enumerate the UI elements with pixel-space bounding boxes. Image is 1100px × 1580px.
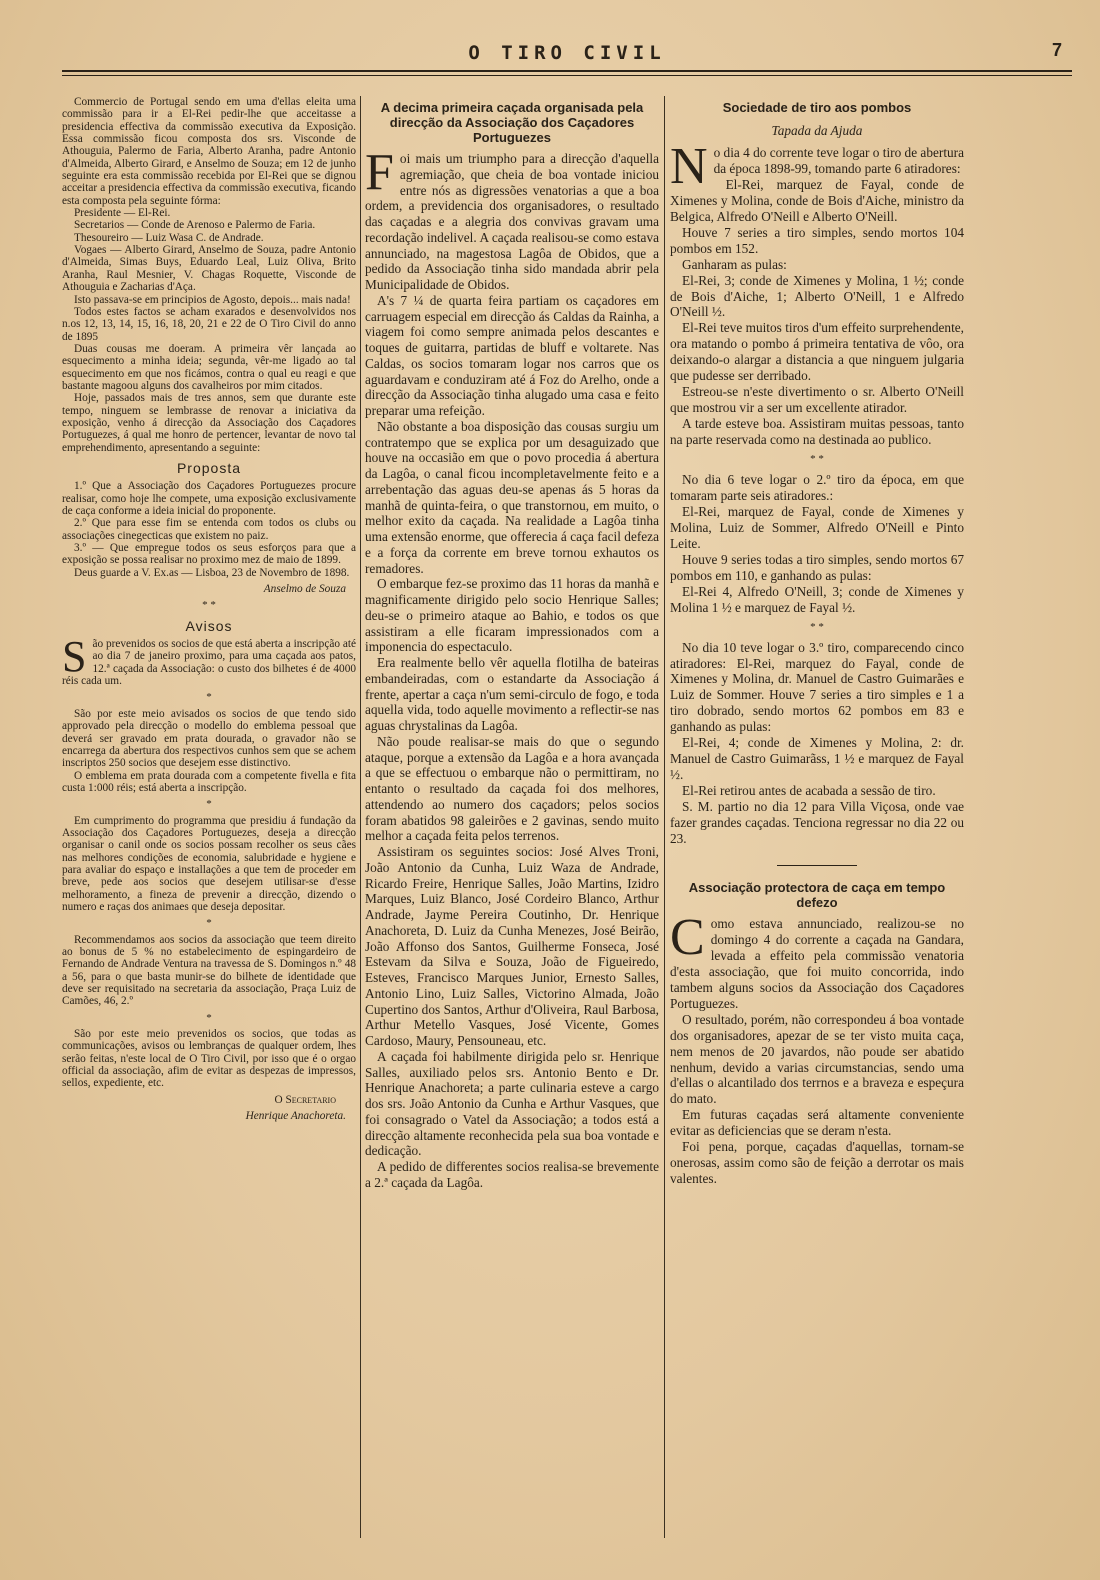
paragraph: São prevenidos os socios de que está aberta a inscripção até ao dia 7 de janeiro proximo, para uma caçada aos patos, 12.ª caçada da Associação: o custo dos bilhetes é de 4000 réis cada um. bbox=[62, 632, 356, 688]
paragraph: Duas cousas me doeram. A primeira vêr lançada ao esquecimento a minha ideia; segunda, vêr-me ligado ao tal esquecimento em que nos ficámos, contra o qual eu reagi e que bastante magoou alguns dos cavalheiros por mim citados. bbox=[62, 342, 356, 392]
paragraph: El-Rei retirou antes de acabada a sessão de tiro. bbox=[682, 783, 936, 799]
paragraph: Estreou-se n'este divertimento o sr. Alberto O'Neill que mostrou vir a ser um excellente atirador. bbox=[670, 384, 964, 416]
article-subtitle: Tapada da Ajuda bbox=[771, 123, 863, 138]
column-right bbox=[670, 96, 964, 1538]
paragraph: O resultado, porém, não correspondeu á boa vontade dos organisadores, apezar de se ter visto muita caça, nem menos de 20 javardos, não poude ser abatido nenhum, devido a varias circumstancias, sendo uma d'ellas o alcantilado dos terrnos e a braveza e espeçura do mato. bbox=[670, 1011, 964, 1107]
paragraph: No dia 6 teve logar o 2.º tiro da época, em que tomaram parte seis atiradores.: bbox=[670, 472, 964, 503]
paragraph: Foi mais um triumpho para a direcção d'aquella agremiação, que cheia de boa vontade iniciou entre nós as digressões venatorias a que a boa ordem, a previdencia dos organisadores, o resultado das caçadas e a alegria dos convivas gravam uma recordação indelivel. A caçada realisou-se como estava annunciado, na magestosa Lagôa de Obidos, que a pedido da Associação tinha sido mandada abrir pela Municipalidade de Obidos. bbox=[365, 144, 659, 292]
article-headline: Associação protectora de caça em tempo defezo bbox=[688, 879, 946, 910]
paragraph: El-Rei, 3; conde de Ximenes y Molina, 1 ½; conde de Bois d'Aiche, 1; Alberto O'Neill, 1 e Alfredo O'Neill ½. bbox=[670, 272, 964, 320]
paragraph: O embarque fez-se proximo das 11 horas da manhã e magnificamente dirigido pelo socio Henrique Salles; deu-se o primeiro ataque ao Bahio, e todos os que assistiram a elle ficaram impressionados com a imponencia do espectaculo. bbox=[365, 576, 659, 655]
page-header bbox=[62, 40, 1072, 82]
signature-title: O Secretario bbox=[274, 1093, 336, 1106]
paragraph: Todos estes factos se acham exarados e desenvolvidos nos n.os 12, 13, 14, 15, 16, 18, 20, 21 e 22 de O Tiro Civil do anno de 1895 bbox=[62, 305, 356, 343]
signature: Anselmo de Souza bbox=[263, 583, 346, 596]
paragraph: Isto passava-se em principios de Agosto, depois... mais nada! bbox=[74, 293, 351, 306]
header-rule-thin bbox=[62, 75, 1072, 76]
drop-cap: F bbox=[365, 144, 394, 201]
paragraph: El-Rei, 4; conde de Ximenes y Molina, 2: dr. Manuel de Castro Guimarãss, 1 ½ e marquez de Fayal ½. bbox=[670, 735, 964, 783]
section-heading-avisos: Avisos bbox=[185, 617, 233, 634]
ornament-stars: * * bbox=[810, 620, 824, 633]
paragraph: Em cumprimento do programma que presidiu á fundação da Associação dos Caçadores Portuguezes, deseja a direcção organisar o canil onde os socios possam recolher os seus cães nas melhores condições de economia, salubridade e hygiene e para avaliar do espaço e installações a que tem de proceder em breve, pede aos socios que desejem utilisar-se d'esse melhoramento, a fineza de prevenir a direcção, dizendo o numero e raças dos animaes que deseja depositar. bbox=[62, 814, 356, 913]
drop-cap: C bbox=[670, 908, 705, 966]
paragraph: São por este meio avisados os socios de que tendo sido approvado pela direcção o modello do emblema pessoal que deverá ser gravado em prata dourada, o gravador não se encarrega da abertura dos respectivos cunhos sem que se achem inscriptos 250 socios que desejem esse distinctivo. bbox=[62, 707, 356, 770]
paragraph: No dia 4 do corrente teve logar o tiro de abertura da época 1898-99, tomando parte 6 atiradores: bbox=[670, 137, 964, 195]
ornament-star: * bbox=[206, 798, 212, 811]
paragraph: Presidente — El-Rei. bbox=[74, 207, 171, 220]
paragraph: Como estava annunciado, realizou-se no domingo 4 do corrente a caçada na Gandara, levada a effeito pela commissão venatoria d'esta associação, que foi muito concorrida, indo tambem alguns socios da Associação dos Caçadores Portuguezes. bbox=[670, 908, 964, 1011]
paragraph: Houve 7 series a tiro simples, sendo mortos 104 pombos em 152. bbox=[670, 224, 964, 256]
paragraph: No dia 10 teve logar o 3.º tiro, comparecendo cinco atiradores: El-Rei, marquez do Fayal, conde de Ximenes y Molina, dr. Manuel de Castro Guimarães e Luiz de Sommer. Houve 7 series a tiro simples e 1 a tiro dobrado, sendo mortos 62 pombos em 83 e ganhando as pulas: bbox=[670, 639, 964, 735]
paragraph: El-Rei teve muitos tiros d'um effeito surprehendente, ora matando o pombo á primeira tentativa de vôo, ora deixando-o alargar a distancia a que ninguem julgaria que pudesse ser derribado. bbox=[670, 320, 964, 384]
paragraph: Houve 9 series todas a tiro simples, sendo mortos 67 pombos em 110, e ganhando as pulas: bbox=[670, 551, 964, 583]
page-number: 7 bbox=[1051, 40, 1062, 60]
drop-cap: N bbox=[670, 137, 708, 195]
paragraph: Commercio de Portugal sendo em uma d'ellas eleita uma commissão para ir a El-Rei pedir-lhe que acceitasse a presidencia effectiva da commissão executiva da Exposição. Essa commissão ficou composta dos srs. Visconde de Athouguia, Palermo de Faria, Alberto Aranha, padre Antonio d'Almeida, Alberto Girard, e Anselmo de Souza; em 12 de junho seguinte era esta commissão recebida por El-Rei que se dignou acceitar a presidencia effectiva da commissão executiva, ficando esta composta pela seguinte fórma: bbox=[62, 96, 356, 207]
paragraph: Secretarios — Conde de Arenoso e Palermo de Faria. bbox=[74, 219, 316, 232]
paragraph: Assistiram os seguintes socios: José Alves Troni, João Antonio da Cunha, Luiz Waza de Andrade, Ricardo Freire, Henrique Salles, João Martins, Izidro Marques, Luiz Blanco, José Cordeiro Blanco, Arthur Andrade, Jayme Pereira Coutinho, Dr. Henrique Anachoreta, D. Luiz da Cunha Menezes, José Beirão, João Affonso dos Santos, Guilherme Fonseca, José Estevam da Silva e Souza, João de Figueiredo, Esteves, Francisco Marques Junior, Ernesto Salles, Antonio Lino, Luiz Salles, Victorino Almada, João Cupertino dos Santos, Arthur d'Oliveira, Raul Barbosa, Arthur Metello Vasques, José Vicente, Gomes Cardoso, Maury, Pensouneau, etc. bbox=[365, 844, 659, 1048]
paragraph: Não obstante a boa disposição das cousas surgiu um contratempo que se explica por um desaguizado que houve na occasião em que o povo procedia á abertura da Lagôa, o canal ficou incompletavelmente feito e a arrebentação das aguas deu-se apenas ás 5 horas da manhã de quinta-feira, o que transtornou, em muito, o melhor exito da caçada. Na realidade a Lagôa tinha uma extensão enorme, que offerecia á caça facil defeza e a força da corrente em breve tornou exhautos os remadores. bbox=[365, 418, 659, 576]
paragraph: O emblema em prata dourada com a competente fivella e fita custa 1:000 réis; está aberta a inscripção. bbox=[62, 769, 356, 794]
signature: Henrique Anachoreta. bbox=[245, 1110, 346, 1123]
paragraph: El-Rei 4, Alfredo O'Neill, 3; conde de Ximenes y Molina 1 ½ e marquez de Fayal ½. bbox=[670, 583, 964, 615]
paragraph: Ganharam as pulas: bbox=[682, 256, 787, 272]
column-left bbox=[62, 96, 356, 1538]
column-divider-1 bbox=[360, 96, 361, 1538]
paragraph: El-Rei, marquez de Fayal, conde de Ximenes y Molina, conde de Bois d'Aiche, ministro da Belgica, Alfredo O'Neill e Alberto O'Neill. bbox=[670, 176, 964, 224]
paragraph: S. M. partio no dia 12 para Villa Viçosa, onde vae fazer grandes caçadas. Tenciona regressar no dia 22 ou 23. bbox=[670, 799, 964, 846]
paragraph: Recommendamos aos socios da associação que teem direito ao bonus de 5 % no estabelecimento de espingardeiro de Fernando de Andrade Ventura na travessa de S. Domingos n.º 48 a 56, para o que basta munir-se do bilhete de identidade que deve ser requisitado na secretaria da associação, Praça Luiz de Camões, 46, 2.º bbox=[62, 933, 356, 1008]
paragraph: A caçada foi habilmente dirigida pelo sr. Henrique Salles, auxiliado pelos srs. Antonio Bento e Dr. Henrique Anachoreta; a parte culinaria esteve a cargo dos srs. João Antonio da Cunha e Arthur Vasques, que foi consagrado o Vatel da Associação; a todos está a direcção altamente reconhecida pela sua boa vontade e dedicação. bbox=[365, 1048, 659, 1159]
paragraph: 2.º Que para esse fim se entenda com todos os clubs ou associações cinegecticas que existem no paiz. bbox=[62, 517, 356, 542]
paragraph: São por este meio prevenidos os socios, que todas as communicações, avisos ou lembranças de qualquer ordem, lhes serão feitas, n'este local de O Tiro Civil, por isso que é o orgao official da associação, afim de evitar as despezas de impressos, sellos, expediente, etc. bbox=[62, 1028, 356, 1090]
ornament-star: * bbox=[206, 1011, 212, 1024]
ornament-star: * bbox=[206, 917, 212, 930]
paragraph: Deus guarde a V. Ex.as — Lisboa, 23 de Novembro de 1898. bbox=[74, 566, 350, 579]
ornament-stars: * * bbox=[810, 453, 824, 466]
drop-cap: S bbox=[62, 632, 87, 682]
paragraph: A tarde esteve boa. Assistiram muitas pessoas, tanto na parte reservada como na destinada ao publico. bbox=[670, 416, 964, 448]
paragraph: Em futuras caçadas será altamente conveniente evitar as deficiencias que se deram n'esta. bbox=[670, 1107, 964, 1139]
section-heading-proposta: Proposta bbox=[176, 459, 242, 476]
article-headline: Sociedade de tiro aos pombos bbox=[722, 100, 912, 115]
paragraph: A pedido de differentes socios realisa-se brevemente a 2.ª caçada da Lagôa. bbox=[365, 1159, 659, 1190]
paragraph: El-Rei, marquez de Fayal, conde de Ximenes y Molina, Luiz de Sommer, Alfredo O'Neill e Pinto Leite. bbox=[670, 503, 964, 551]
paragraph: Hoje, passados mais de tres annos, sem que durante este tempo, ninguem se lembrasse de renovar a iniciativa da exposição, venho á direcção da Associação dos Caçadores Portuguezes, á qual me honro de pertencer, levantar de novo tal emprehendimento, apresentando a seguinte: bbox=[62, 392, 356, 454]
paragraph: Foi pena, porque, caçadas d'aquellas, tornam-se onerosas, assim como são de feição a derrotar os mais valentes. bbox=[670, 1139, 964, 1187]
paragraph: Vogaes — Alberto Girard, Anselmo de Souza, padre Antonio d'Almeida, Simas Buys, Eduardo Leal, Luiz Oliva, Brito Aranha, Raul Mesnier, V. Chagas Roquette, Visconde de Athouguia e Zacharias d'Aça. bbox=[62, 244, 356, 294]
ornament-stars: * * bbox=[202, 599, 216, 612]
column-divider-2 bbox=[664, 96, 665, 1538]
section-divider bbox=[777, 865, 857, 866]
ornament-star: * bbox=[206, 691, 212, 704]
header-rule bbox=[62, 70, 1072, 72]
paragraph: Era realmente bello vêr aquella flotilha de bateiras embandeiradas, com o estandarte da Associação á frente, apertar a caça n'um semi-circulo de fogo, e toda aquella vida, todo aquelle movimento a reflectir-se nas aguas chrystalinas da Lagôa. bbox=[365, 655, 659, 733]
paragraph: Não poude realisar-se mais do que o segundo ataque, porque a extensão da Lagôa e a hora avançada a que se effectuou o embarque não o permittiram, no entanto o resultado da caçada foi dos melhores, attendendo ao numero dos caçadors; pelos socios foram abatidos 98 galeirões e 2 gavinas, sendo muito melhor a caçada feita pelos terrenos. bbox=[365, 733, 659, 844]
paragraph: Thesoureiro — Luiz Wasa C. de Andrade. bbox=[74, 231, 264, 244]
article-headline: A decima primeira caçada organisada pela direcção da Associação dos Caçadores Portuguezes bbox=[380, 100, 644, 145]
paragraph: A's 7 ¼ de quarta feira partiam os caçadores em carruagem especial em direcção ás Caldas da Rainha, a viagem foi como sempre animada pelos descantes e toques de guitarra, partidas de bluff e voltarete. Nas Caldas, os socios tomaram logar nos carros que os aguardavam e conduziram até á Foz do Arelho, onde a direcção da Associação tinha alugado uma casa e feito preparar uma refeição. bbox=[365, 292, 659, 418]
masthead-title: O TIRO CIVIL bbox=[468, 42, 666, 64]
paragraph: 3.º — Que empregue todos os seus esforços para que a exposição se possa realisar no proximo mez de maio de 1899. bbox=[62, 542, 356, 567]
paragraph: 1.º Que a Associação dos Caçadores Portuguezes procure realisar, como hoje lhe compete, uma exposição exclusivamente de caça conforme a ideia inicial do proponente. bbox=[62, 480, 356, 517]
column-middle bbox=[365, 96, 659, 1538]
